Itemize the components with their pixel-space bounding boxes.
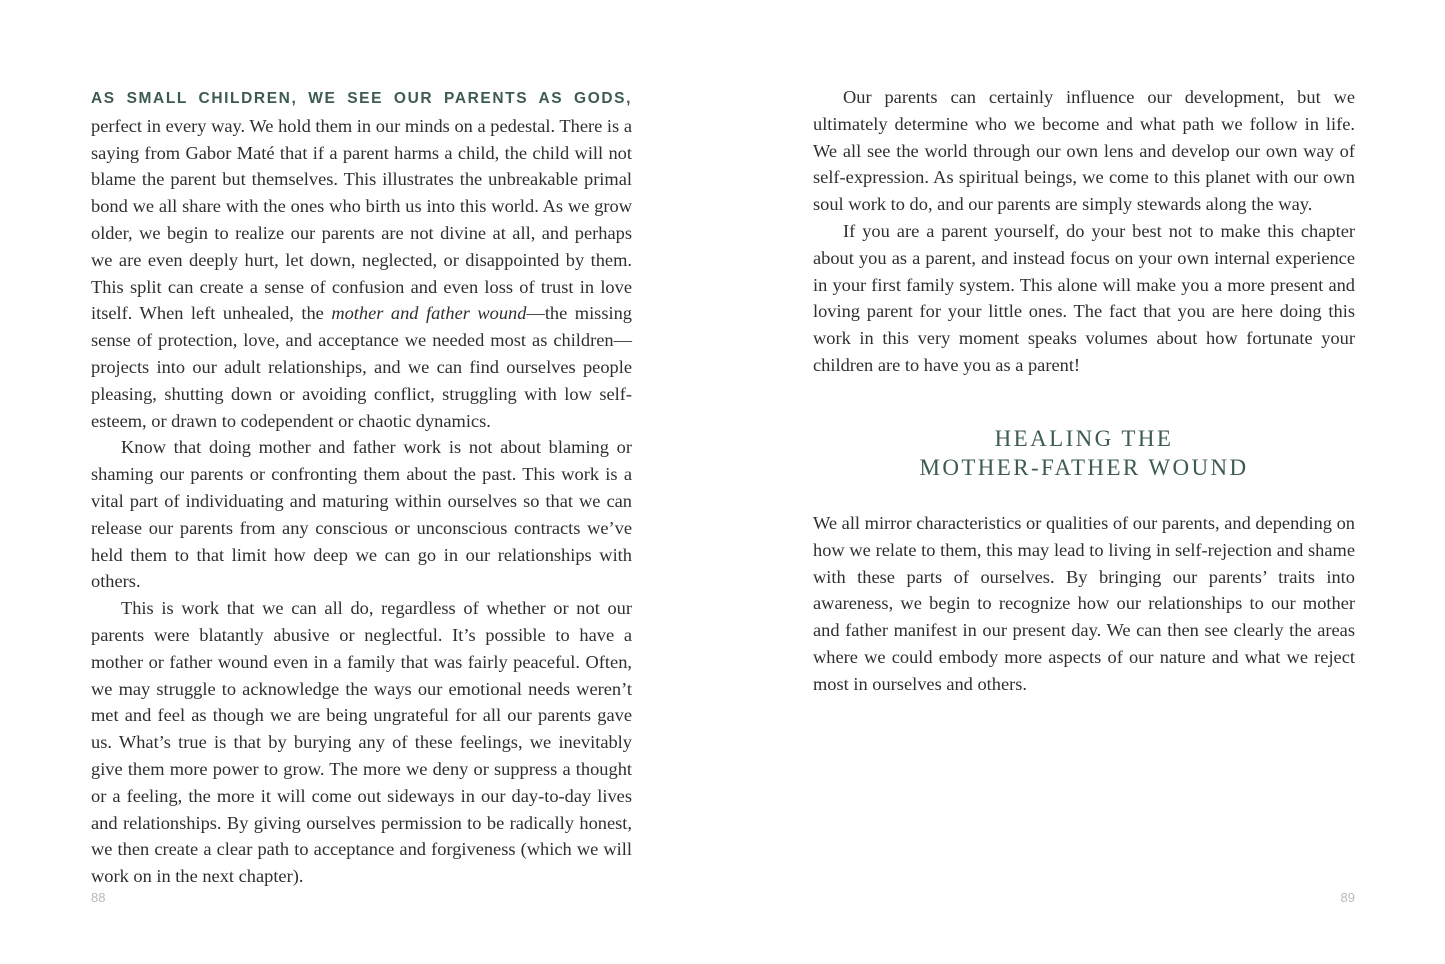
section-heading xyxy=(813,424,1355,482)
right-paragraph-2: If you are a parent yourself, do your best not to make this chapter about you as a parent, and instead focus on your own internal experience in your first family system. This alone will make you a more present and loving parent for your little ones. The fact that you are here doing this work in this very moment speaks volumes about how fortunate your children are to have you as a parent! xyxy=(813,220,1355,375)
right-paragraph-1: Our parents can certainly influence our development, but we ultimately determine who we become and what path we follow in life. We all see the world through our own lens and develop our own way of self-expression. As spiritual beings, we come to this planet with our own soul work to do, and our parents are simply stewards along the way. xyxy=(813,87,1355,215)
left-page-body xyxy=(91,84,632,890)
right-page-body-top xyxy=(813,84,1355,379)
left-paragraph-1-text-b: —the missing sense of protection, love, and acceptance we needed most as children—projects into our adult relationships, and we can find ourselves people pleasing, shutting down or avoiding conflict, struggling with low self-esteem, or drawn to codependent or chaotic dynamics. xyxy=(91,303,632,431)
right-page xyxy=(722,0,1445,964)
left-page xyxy=(0,0,722,964)
right-page-body-bottom xyxy=(813,510,1355,698)
chapter-lead-in: AS SMALL CHILDREN, WE SEE OUR PARENTS AS GODS, xyxy=(91,90,632,107)
page-number-right: 89 xyxy=(1340,890,1355,905)
left-paragraph-1 xyxy=(91,84,632,434)
right-paragraph-3: We all mirror characteristics or qualities of our parents, and depending on how we relate to them, this may lead to living in self-rejection and shame with these parts of ourselves. By bringing our parents’ traits into awareness, we begin to recognize how our relationships to our mother and father manifest in our present day. We can then see clearly the areas where we could embody more aspects of our nature and what we reject most in ourselves and others. xyxy=(813,513,1355,694)
left-paragraph-1-text-a: perfect in every way. We hold them in our minds on a pedestal. There is a saying from Gabor Maté that if a parent harms a child, the child will not blame the parent but themselves. This illustrates the unbreakable primal bond we all share with the ones who birth us into this world. As we grow older, we begin to realize our parents are not divine at all, and perhaps we are even deeply hurt, let down, neglected, or disappointed by them. This split can create a sense of confusion and even loss of trust in love itself. When left unhealed, the xyxy=(91,115,632,324)
italic-phrase: mother and father wound xyxy=(331,303,527,324)
page-number-left: 88 xyxy=(91,890,106,905)
section-heading-line-2: MOTHER-FATHER WOUND xyxy=(919,455,1249,480)
section-heading-line-1: HEALING THE xyxy=(994,426,1174,451)
left-paragraph-3: This is work that we can all do, regardless of whether or not our parents were blatantly abusive or neglectful. It’s possible to have a mother or father wound even in a family that was fairly peaceful. Often, we may struggle to acknowledge the ways our emotional needs weren’t met and feel as though we are being ungrateful for all our parents gave us. What’s true is that by burying any of these feelings, we inevitably give them more power to grow. The more we deny or suppress a thought or a feeling, the more it will come out sideways in our day-to-day lives and relationships. By giving ourselves permission to be radically honest, we then create a clear path to acceptance and forgiveness (which we will work on in the next chapter). xyxy=(91,598,632,887)
left-paragraph-2: Know that doing mother and father work is not about blaming or shaming our parents or confronting them about the past. This work is a vital part of individuating and maturing within ourselves so that we can release our parents from any conscious or unconscious contracts we’ve held them to that limit how deep we can go in our relationships with others. xyxy=(91,437,632,592)
